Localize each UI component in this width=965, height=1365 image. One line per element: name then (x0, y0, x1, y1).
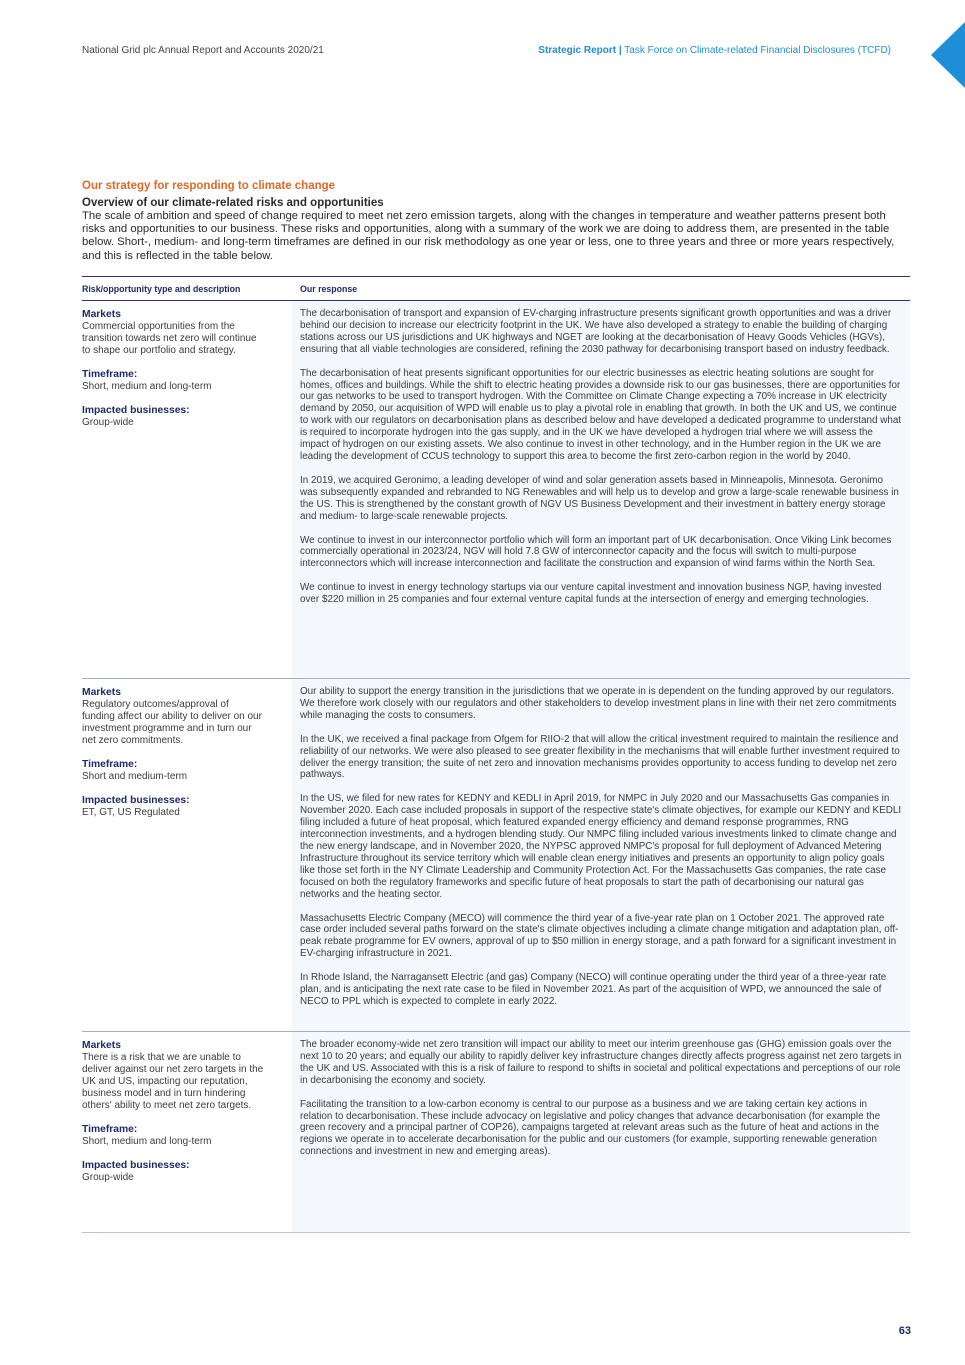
response-cell (292, 679, 910, 1031)
timeframe-value: Short and medium-term (82, 771, 188, 782)
response-paragraph: The decarbonisation of transport and expansion of EV-charging infrastructure presents significant growth opportunities and was a driver behind our decision to increase our electricity footprint in the UK. We have also developed a strategy to enable the building of charging stations across our US jurisdictions and UK highways and NGET are looking at the decarbonisation of Heavy Goods Vehicles (HGVs), ensuring that all viable technologies are considered, refining the 2030 pathway for decarbonising transport based on industry feedback. (300, 308, 892, 355)
risk-description: Commercial opportunities from the transition towards net zero will continue to shape our portfolio and strategy. (82, 321, 257, 356)
timeframe-label: Timeframe: (82, 759, 138, 770)
response-paragraph: In the UK, we received a final package from Ofgem for RIIO-2 that will allow the critical investment required to maintain the resilience and reliability of our networks. We were also pleased to see greater flexibility in the mechanisms that will enable further investment required to deliver the energy transition; the suite of net zero and innovation mechanisms provides opportunity to access funding to develop net zero pathways. (300, 733, 900, 781)
risk-cell (82, 301, 292, 678)
column-header-response: Our response (300, 283, 358, 294)
response-paragraph: The broader economy-wide net zero transition will impact our ability to meet our interim greenhouse gas (GHG) emission goals over the next 10 to 20 years; and equally our ability to rapidly deliver key infrastructure changes directly affects progress against net zero targets in the UK and US. Associated with this is a risk of failure to respond to shifts in societal and political expectations and perceptions of our role in decarbonising the economy and society. (300, 1039, 902, 1086)
timeframe-value: Short, medium and long-term (82, 1136, 212, 1147)
risk-cell (82, 1032, 292, 1232)
column-header-risk: Risk/opportunity type and description (82, 283, 241, 294)
impacted-value: Group-wide (82, 1172, 134, 1183)
risk-category: Markets (82, 1040, 121, 1051)
impacted-label: Impacted businesses: (82, 795, 190, 806)
response-cell (292, 301, 910, 678)
response-cell (292, 1032, 910, 1232)
table-row (82, 679, 910, 1032)
impacted-value: ET, GT, US Regulated (82, 807, 180, 818)
report-title: National Grid plc Annual Report and Accounts 2020/21 (82, 45, 324, 56)
impacted-label: Impacted businesses: (82, 1160, 190, 1171)
response-paragraph: In the US, we filed for new rates for KEDNY and KEDLI in April 2019, for NMPC in July 2020 and our Massachusetts Gas companies in November 2020. Each case included proposals in support of the respective state's climate objectives, for example our KEDNY and KEDLI filing included a future of heat proposal, which featured expanded energy efficiency and demand response programmes, RNG interconnection investments, and a hydrogen blending study. Our NMPC filing included various investments linked to climate change and the new energy landscape, and in November 2020, the NYPSC approved NMPC's proposal for full deployment of Advanced Metering Infrastructure throughout its service territory which will enable clean energy initiatives and presents an opportunity to align policy goals like those set forth in the NY Climate Leadership and Community Protection Act. For the Massachusetts Gas companies, the rate case focused on both the regulatory frameworks and specific future of heat proposals to start the path of decarbonising our natural gas networks and the heating sector. (300, 793, 902, 900)
breadcrumb-strategic-report: Strategic Report | (538, 45, 622, 56)
timeframe-label: Timeframe: (82, 1124, 138, 1135)
timeframe-label: Timeframe: (82, 369, 138, 380)
page-number: 63 (898, 1325, 911, 1337)
response-paragraph: Massachusetts Electric Company (MECO) will commence the third year of a five-year rate plan on 1 October 2021. The approved rate case order included several paths forward on the state's climate objectives including a climate change mitigation and adaptation plan, off-peak rebate programme for EV owners, approval of up to $50 million in energy storage, and a path forward for a significant investment in EV-charging infrastructure in 2021. (300, 912, 899, 960)
subtitle: Overview of our climate-related risks and opportunities (82, 197, 384, 209)
response-paragraph: In 2019, we acquired Geronimo, a leading developer of wind and solar generation assets based in Minneapolis, Minnesota. Geronimo was subsequently expanded and rebranded to NG Renewables and will help us to develop and grow a large-scale renewable business in the US. This is strengthened by the constant growth of NGV US Business Development and their investment in battery energy storage and medium- to large-scale renewable projects. (300, 474, 899, 522)
table-header (82, 277, 910, 301)
timeframe-value: Short, medium and long-term (82, 381, 212, 392)
risks-table (82, 276, 910, 1233)
response-paragraph: In Rhode Island, the Narragansett Electric (and gas) Company (NECO) will continue operating under the third year of a three-year rate plan, and is anticipating the next rate case to be filed in November 2021. As part of the acquisition of WPD, we announced the sale of NECO to PPL which is expected to complete in early 2022. (300, 972, 887, 1007)
table-row (82, 301, 910, 679)
section-breadcrumb (538, 45, 891, 56)
response-paragraph: We continue to invest in energy technology startups via our venture capital investment and innovation business NGP, having invested over $220 million in 25 companies and four external venture capital funds at the intersection of energy and emerging technologies. (300, 582, 882, 606)
section-title: Our strategy for responding to climate change (82, 180, 336, 192)
response-paragraph: Our ability to support the energy transition in the jurisdictions that we operate in is dependent on the funding approved by our regulators. We therefore work closely with our regulators and other stakeholders to develop investment plans in line with their net zero commitments while managing the costs to consumers. (300, 686, 897, 721)
risk-category: Markets (82, 687, 121, 698)
response-paragraph: We continue to invest in our interconnector portfolio which will form an important part of UK decarbonisation. Once Viking Link becomes commercially operational in 2023/24, NGV will hold 7.8 GW of interconnector capacity and the focus will switch to multi-purpose interconnectors which will increase interconnection and facilitate the construction and expansion of wind farms within the North Sea. (300, 534, 892, 570)
breadcrumb-tcfd: Task Force on Climate-related Financial Disclosures (TCFD) (621, 45, 891, 56)
table-row (82, 1032, 910, 1232)
impacted-label: Impacted businesses: (82, 405, 190, 416)
corner-triangle-decoration (931, 22, 965, 88)
risk-description: Regulatory outcomes/approval of funding affect our ability to deliver on our investment programme and in turn our net zero commitments. (82, 699, 262, 746)
response-paragraph: Facilitating the transition to a low-carbon economy is central to our purpose as a business and we are taking certain key actions in relation to decarbonisation. These include advocacy on legislative and policy changes that advance decarbonisation (for example the green recovery and a principal partner of COP26), campaigns targeted at relevant areas such as the future of heat and actions in the regions we operate in to accelerate decarbonisation for the public and our customers (for example, supporting renewable generation connections and investment in new and emerging areas). (300, 1098, 881, 1158)
response-paragraph: The decarbonisation of heat presents significant opportunities for our electric businesses as electric heating solutions are sought for homes, offices and buildings. While the shift to electric heating provides a downside risk to our gas businesses, there are opportunities for our gas networks to be used to transport hydrogen. With the Committee on Climate Change expecting a 70% increase in UK electricity demand by 2050, our acquisition of WPD will enable us to play a pivotal role in enabling that growth. In both the UK and US, we continue to work with our regulators on decarbonisation plans as described below and have developed a dedicated programme to understand what is required to incorporate hydrogen into the gas supply, and in the UK we have developed a hydrogen trial where we will assess the impact of hydrogen on our existing assets. We also continue to invest in other technology, and in the Humber region in the UK we are leading the development of CCUS technology to support this area to become the first zero-carbon region in the world by 2040. (300, 367, 902, 462)
intro-paragraph: The scale of ambition and speed of change required to meet net zero emission targets, along with the changes in temperature and weather patterns present both risks and opportunities to our business. These risks and opportunities, along with a summary of the work we are doing to address them, are presented in the table below. Short-, medium- and long-term timeframes are defined in our risk methodology as one year or less, one to three years and three or more years respectively, and this is reflected in the table below. (82, 210, 895, 262)
risk-cell (82, 679, 292, 1031)
risk-category: Markets (82, 309, 121, 320)
impacted-value: Group-wide (82, 417, 134, 428)
risk-description: There is a risk that we are unable to deliver against our net zero targets in the UK and US, impacting our reputation, business model and in turn hindering others' ability to meet net zero targets. (82, 1052, 264, 1111)
